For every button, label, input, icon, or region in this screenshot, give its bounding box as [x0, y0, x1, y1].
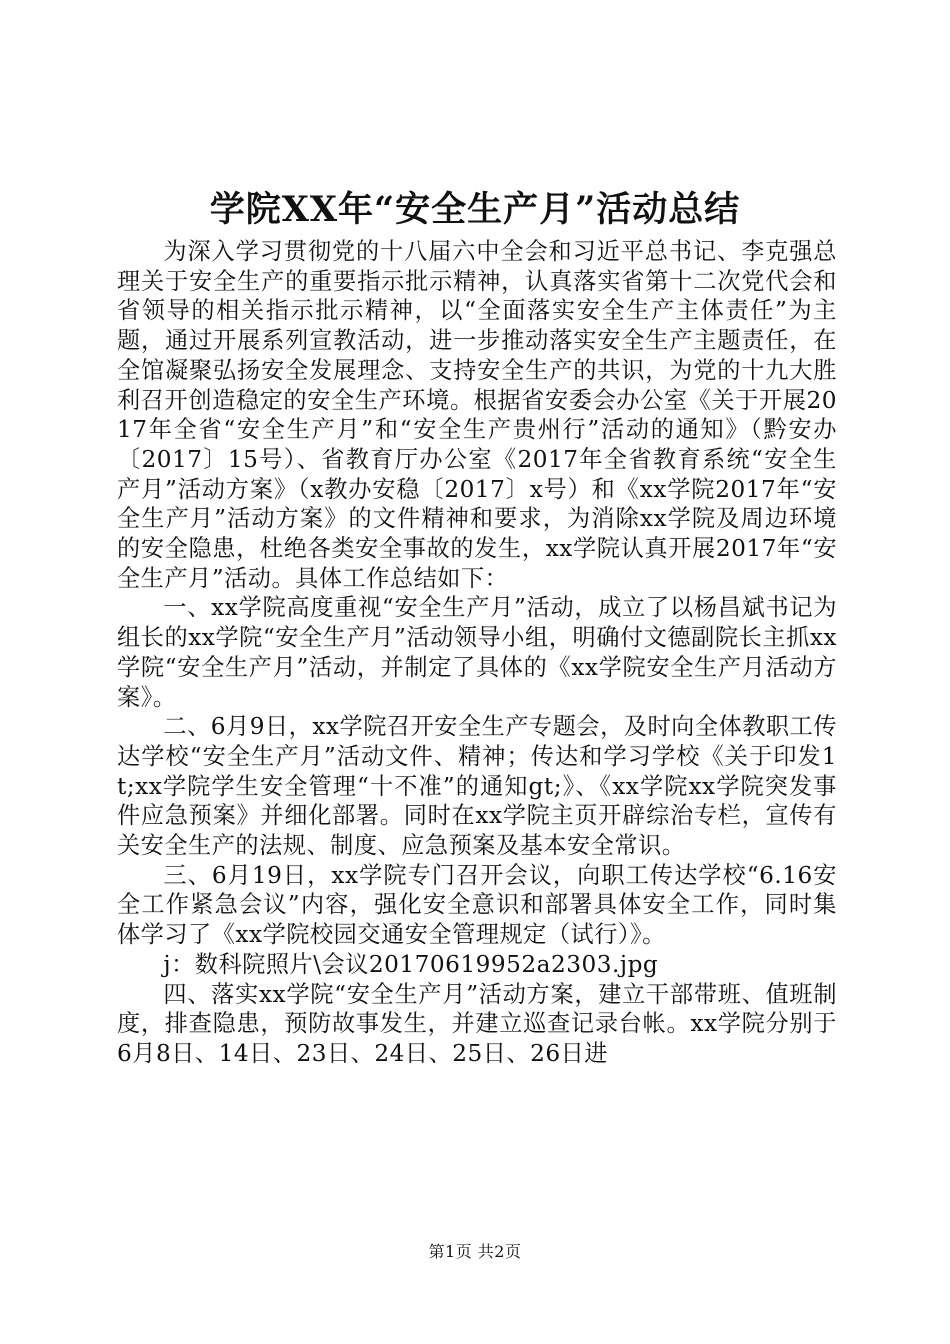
document-title: 学院XX年“安全生产月”活动总结	[209, 189, 741, 230]
paragraph-image-reference: j：数科院照片\会议20170619952a2303.jpg	[163, 950, 659, 978]
paragraph-item-3: 三、6月19日，xx学院专门召开会议，向职工传达学校“6.16安全工作紧急会议”内容，强化安全意识和部署具体安全工作，同时集体学习了《xx学院校园交通安全管理规定（试行）》。	[117, 861, 837, 949]
paragraph-item-1: 一、xx学院高度重视“安全生产月”活动，成立了以杨昌斌书记为组长的xx学院“安全生产月”活动领导小组，明确付文德副院长主抓xx学院“安全生产月”活动，并制定了具体的《xx学院安全生产月活动方案》。	[117, 594, 837, 711]
document-body	[117, 237, 837, 1069]
paragraph-item-4: 四、落实xx学院“安全生产月”活动方案，建立干部带班、值班制度，排查隐患，预防故事发生，并建立巡查记录台帐。xx学院分别于6月8日、14日、23日、24日、25日、26日进	[117, 980, 837, 1067]
page-number-footer: 第1页 共2页	[428, 1242, 522, 1261]
paragraph-intro: 为深入学习贯彻党的十八届六中全会和习近平总书记、李克强总理关于安全生产的重要指示批示精神，认真落实省第十二次党代会和省领导的相关指示批示精神，以“全面落实安全生产主体责任”为主题，通过开展系列宣教活动，进一步推动落实安全生产主题责任，在全馆凝聚弘扬安全发展理念、支持安全生产的共识，为党的十九大胜利召开创造稳定的安全生产环境。根据省安委会办公室《关于开展2017年全省“安全生产月”和“安全生产贵州行”活动的通知》（黔安办〔2017〕15号）、省教育厅办公室《2017年全省教育系统“安全生产月”活动方案》（x教办安稳〔2017〕x号）和《xx学院2017年“安全生产月”活动方案》的文件精神和要求，为消除xx学院及周边环境的安全隐患，杜绝各类安全事故的发生，xx学院认真开展2017年“安全生产月”活动。具体工作总结如下：	[117, 238, 837, 592]
paragraph-item-2: 二、6月9日，xx学院召开安全生产专题会，及时向全体教职工传达学校“安全生产月”活动文件、精神；传达和学习学校《关于印发1t;xx学院学生安全管理“十不准”的通知gt;》、《xx学院xx学院突发事件应急预案》并细化部署。同时在xx学院主页开辟综治专栏，宣传有关安全生产的法规、制度、应急预案及基本安全常识。	[117, 713, 838, 860]
